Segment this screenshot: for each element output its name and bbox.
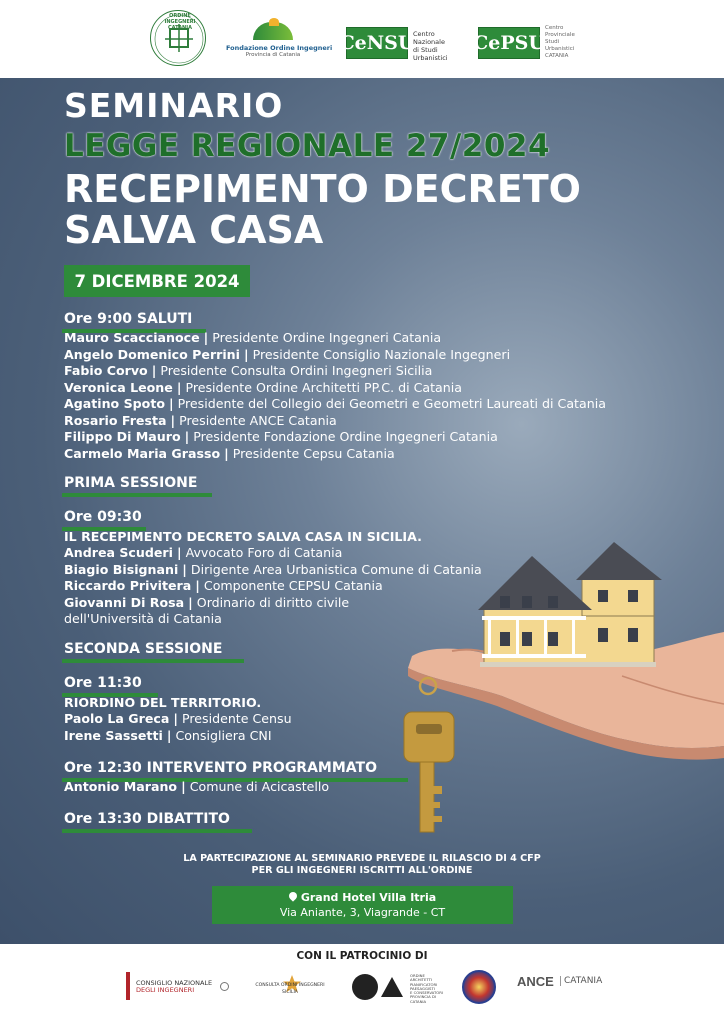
speaker-name: Fabio Corvo xyxy=(64,363,148,378)
speaker-role: Presidente Censu xyxy=(182,711,292,726)
speaker-name: Paolo La Greca xyxy=(64,711,170,726)
fondazione-title: Fondazione Ordine Ingegneri xyxy=(226,44,333,52)
speaker-name: Angelo Domenico Perrini xyxy=(64,346,240,362)
heading-underline xyxy=(62,659,244,663)
seconda-sessione-heading-text: SECONDA SESSIONE xyxy=(64,641,223,657)
speaker-role: Presidente Consiglio Nazionale Ingegneri xyxy=(252,346,511,362)
intervento-heading-text: Ore 12:30 INTERVENTO PROGRAMMATO xyxy=(64,760,377,776)
location-pin-icon xyxy=(287,890,298,901)
speaker-role: Componente CEPSU Catania xyxy=(203,578,383,593)
separator: | xyxy=(166,727,172,743)
speaker-line-continuation: dell'Università di Catania xyxy=(64,611,222,626)
seminar-label: SEMINARIO xyxy=(64,86,284,125)
speaker-line xyxy=(64,595,482,612)
separator: | xyxy=(181,779,186,794)
speaker-line xyxy=(64,396,606,413)
speaker-line xyxy=(64,578,482,595)
architetti-text-line: ARCHITETTI xyxy=(410,977,433,983)
separator: | xyxy=(195,578,200,593)
speaker-line xyxy=(64,446,606,463)
speaker-line xyxy=(64,562,482,579)
speaker-role: Presidente del Collegio dei Geometri e Geometri Laureati di Catania xyxy=(177,396,606,411)
ordine-ingegneri-logo xyxy=(150,10,206,66)
law-title: LEGGE REGIONALE 27/2024 xyxy=(64,128,551,164)
separator: | xyxy=(170,412,176,428)
speaker-name: Irene Sassetti xyxy=(64,727,163,743)
architetti-text-line: E CONSERVATORI xyxy=(410,990,444,996)
prima-speaker-list xyxy=(64,545,482,628)
heading-underline xyxy=(62,829,252,833)
heading-underline xyxy=(62,493,212,497)
separator: | xyxy=(151,363,157,378)
dibattito-heading-text: Ore 13:30 DIBATTITO xyxy=(64,811,230,827)
intervento-heading xyxy=(64,760,377,778)
prima-time-text: Ore 09:30 xyxy=(64,509,142,525)
seconda-sessione-heading xyxy=(64,641,222,659)
separator: | xyxy=(224,445,229,461)
cepsu-desc-line: Studi xyxy=(545,39,560,45)
censu-desc-line: Urbanistici xyxy=(413,54,448,62)
separator: | xyxy=(243,346,249,362)
prima-topic: IL RECEPIMENTO DECRETO SALVA CASA IN SICILIA. xyxy=(64,529,422,544)
separator: | xyxy=(188,594,193,610)
venue-name: Grand Hotel Villa Itria xyxy=(300,891,437,904)
architetti-logo-text xyxy=(410,974,443,1004)
speaker-role: Presidente Cepsu Catania xyxy=(232,445,395,461)
patronage-label: CON IL PATROCINIO DI xyxy=(296,950,428,962)
speaker-line xyxy=(64,380,606,397)
speaker-name: Veronica Leone xyxy=(64,379,173,395)
speaker-name: Riccardo Privitera xyxy=(64,578,192,593)
speaker-line xyxy=(64,728,292,745)
censu-description xyxy=(413,30,448,62)
title-line-recepimento: RECEPIMENTO DECRETO xyxy=(64,167,581,211)
speaker-line xyxy=(64,429,606,446)
cfp-notice-line: PER GLI INGEGNERI ISCRITTI ALL'ORDINE xyxy=(251,865,473,876)
cepsu-desc-line: Centro xyxy=(545,25,564,31)
sponsor-logo-bar xyxy=(0,0,724,78)
separator: | xyxy=(176,379,182,395)
dibattito-heading xyxy=(64,811,230,829)
separator: | xyxy=(169,396,174,411)
architetti-text-line: CATANIA xyxy=(410,998,427,1004)
intervento-speaker xyxy=(64,779,329,796)
architetti-text-line: ORDINE xyxy=(410,973,425,978)
separator: | xyxy=(173,711,178,726)
speaker-name: Rosario Fresta xyxy=(64,412,167,428)
architetti-text-line: PROVINCIA DI xyxy=(410,994,437,1000)
fondazione-subtitle: Provincia di Catania xyxy=(245,52,301,58)
prima-sessione-heading-text: PRIMA SESSIONE xyxy=(64,475,198,491)
speaker-role: Presidente Fondazione Ordine Ingegneri Catania xyxy=(193,429,498,444)
speaker-line xyxy=(64,330,606,347)
speaker-name: Filippo Di Mauro xyxy=(64,429,181,444)
speaker-name: Mauro Scaccianoce xyxy=(64,330,200,345)
consulta-logo-text: CONSULTA ORDINI INGEGNERI SICILIA xyxy=(255,983,325,995)
cepsu-desc-line: Urbanistici xyxy=(545,46,575,52)
prima-sessione-heading xyxy=(64,475,197,493)
speaker-role: Comune di Acicastello xyxy=(189,779,330,794)
speaker-name: Agatino Spoto xyxy=(64,396,166,411)
censu-desc-line: Nazionale xyxy=(413,38,445,46)
title-line-salva-casa: SALVA CASA xyxy=(64,208,324,252)
speaker-line xyxy=(64,779,329,796)
censu-desc-line: Centro xyxy=(413,30,435,38)
speaker-name: Antonio Marano xyxy=(64,779,178,794)
saluti-speaker-list xyxy=(64,330,606,462)
seconda-topic: RIORDINO DEL TERRITORIO. xyxy=(64,695,262,710)
ordine-ingegneri-ring-text: ORDINE INGEGNERI CATANIA xyxy=(164,13,196,31)
speaker-role: Avvocato Foro di Catania xyxy=(185,545,343,560)
speaker-line xyxy=(64,413,606,430)
architetti-text-line: PAESAGGISTI xyxy=(410,985,435,991)
speaker-role: Presidente Ordine Ingegneri Catania xyxy=(212,330,442,345)
separator: | xyxy=(182,561,187,577)
venue-name-row xyxy=(212,891,513,904)
speaker-line xyxy=(64,711,292,728)
separator: | xyxy=(176,545,182,560)
seconda-time-text: Ore 11:30 xyxy=(64,675,142,691)
cepsu-description xyxy=(545,25,575,60)
cni-logo-icon xyxy=(126,972,130,1000)
cni-text-line: DEGLI INGEGNERI xyxy=(136,986,195,994)
collegio-geometri-logo-icon xyxy=(462,970,496,1004)
speaker-line xyxy=(64,347,606,364)
patronage-bar xyxy=(0,944,724,1024)
venue-box xyxy=(212,886,513,924)
speaker-role: Presidente Ordine Architetti PP.C. di Catania xyxy=(185,379,462,395)
venue-address: Via Aniante, 3, Viagrande - CT xyxy=(279,906,446,919)
seconda-time xyxy=(64,675,142,693)
speaker-role: Presidente ANCE Catania xyxy=(179,412,337,428)
speaker-name: Giovanni Di Rosa xyxy=(64,594,185,610)
seconda-speaker-list xyxy=(64,711,292,744)
censu-desc-line: di Studi xyxy=(413,46,438,54)
speaker-role: Dirigente Area Urbanistica Comune di Catania xyxy=(190,561,482,577)
prima-time xyxy=(64,509,142,527)
speaker-name: Andrea Scuderi xyxy=(64,545,173,560)
cepsu-logo: CePSU xyxy=(478,27,540,59)
speaker-line xyxy=(64,545,482,562)
republic-emblem-icon xyxy=(220,982,229,991)
architetti-text-line: PIANIFICATORI xyxy=(410,981,438,987)
ance-logo: ANCE xyxy=(517,974,554,989)
event-date-badge: 7 DICEMBRE 2024 xyxy=(64,265,250,297)
architetti-triangle-icon xyxy=(380,976,404,998)
cni-logo-text xyxy=(136,980,212,994)
ance-city: CATANIA xyxy=(560,976,602,986)
speaker-role: Consigliera CNI xyxy=(175,727,272,743)
saluti-heading xyxy=(64,311,192,329)
fondazione-logo xyxy=(226,22,333,70)
saluti-heading-text: Ore 9:00 SALUTI xyxy=(64,311,193,327)
speaker-role: Presidente Consulta Ordini Ingegneri Sicilia xyxy=(160,363,433,378)
cfp-notice xyxy=(0,853,724,877)
cepsu-desc-line: Provinciale xyxy=(545,32,575,38)
speaker-name: Biagio Bisignani xyxy=(64,561,179,577)
speaker-role: Ordinario di diritto civile xyxy=(196,594,350,610)
separator: | xyxy=(184,429,190,444)
cfp-notice-line: LA PARTECIPAZIONE AL SEMINARIO PREVEDE IL RILASCIO DI 4 CFP xyxy=(183,853,541,864)
cni-text-line: CONSIGLIO NAZIONALE xyxy=(136,979,213,987)
speaker-line xyxy=(64,363,606,380)
cepsu-desc-line: CATANIA xyxy=(545,53,569,59)
speaker-name: Carmelo Maria Grasso xyxy=(64,445,221,461)
separator: | xyxy=(203,330,209,345)
fondazione-arc-icon xyxy=(253,22,293,40)
censu-logo: CeNSU xyxy=(346,27,408,59)
architetti-logo-icon xyxy=(352,974,378,1000)
